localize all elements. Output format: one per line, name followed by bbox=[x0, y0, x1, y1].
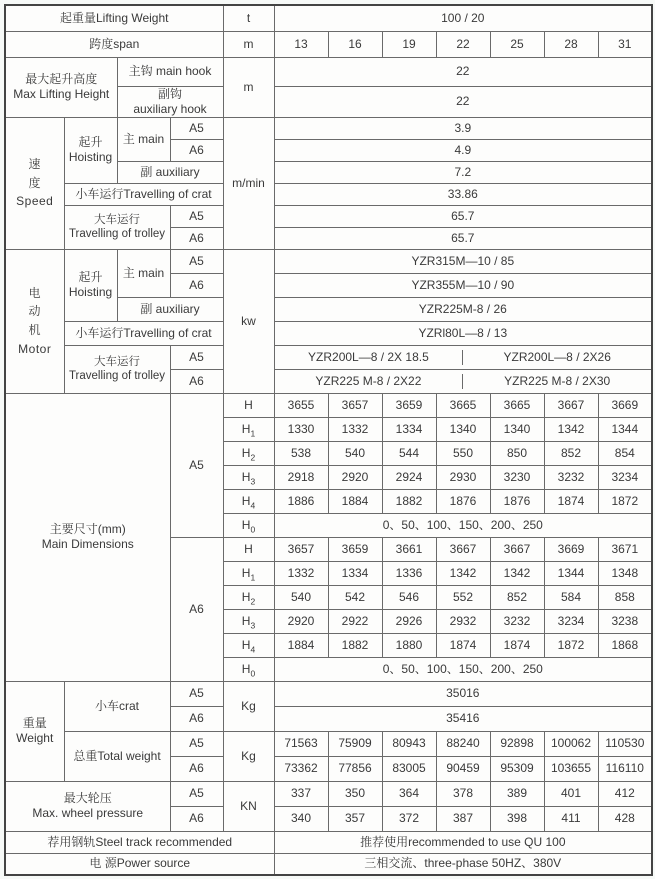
motor-hoisting-zh: 起升 bbox=[78, 270, 103, 284]
motor-group-zh1: 电 bbox=[28, 285, 41, 300]
dim-name-sub: 0 bbox=[250, 523, 256, 534]
weight-total-value: 95309 bbox=[490, 756, 544, 781]
dim-value: 3234 bbox=[598, 465, 652, 489]
dim-name-base: H bbox=[241, 565, 251, 580]
motor-crane-zh: 大车运行 bbox=[94, 355, 140, 368]
wheel-value: 398 bbox=[490, 806, 544, 831]
motor-trolley-value: YZRl80L—8 / 13 bbox=[274, 321, 652, 345]
motor-hoisting-en: Hoisting bbox=[68, 285, 113, 299]
wheel-pressure-label bbox=[5, 781, 170, 831]
weight-total-a5-tag: A5 bbox=[170, 731, 223, 756]
dim-value: 3661 bbox=[382, 537, 436, 561]
aux-hook-label-zh: 副钩 bbox=[157, 86, 182, 101]
motor-main-a6-value: YZR355M—10 / 90 bbox=[274, 273, 652, 297]
dim-name bbox=[223, 489, 274, 513]
dim-value: 852 bbox=[490, 585, 544, 609]
span-value: 13 bbox=[274, 31, 328, 57]
dim-value: 3667 bbox=[436, 537, 490, 561]
dimensions-label bbox=[5, 393, 170, 681]
speed-crane-zh: 大车运行 bbox=[94, 213, 140, 226]
dim-value: 3671 bbox=[598, 537, 652, 561]
dim-name bbox=[223, 465, 274, 489]
dim-name-sub: 3 bbox=[250, 619, 256, 630]
weight-total-a6-tag: A6 bbox=[170, 756, 223, 781]
row-motor-crane-a5 bbox=[5, 345, 652, 369]
speed-group-zh2: 度 bbox=[28, 175, 41, 190]
lifting-weight-value: 100 / 20 bbox=[274, 5, 652, 31]
weight-total-value: 75909 bbox=[328, 731, 382, 756]
speed-aux-value: 7.2 bbox=[274, 161, 652, 183]
dim-value: 2932 bbox=[436, 609, 490, 633]
dim-value: 1332 bbox=[328, 417, 382, 441]
dim-value: 1882 bbox=[328, 633, 382, 657]
dim-value: 852 bbox=[544, 441, 598, 465]
wheel-value: 350 bbox=[328, 781, 382, 806]
dim-name bbox=[223, 585, 274, 609]
dim-value: 540 bbox=[328, 441, 382, 465]
aux-hook-label-en: auxiliary hook bbox=[133, 101, 207, 116]
weight-total-unit: Kg bbox=[223, 731, 274, 781]
dim-name-sub: 2 bbox=[250, 595, 256, 606]
dim-value: 2918 bbox=[274, 465, 328, 489]
motor-hoisting-label bbox=[64, 249, 117, 321]
motor-group-en: Motor bbox=[18, 341, 52, 356]
dim-value: 546 bbox=[382, 585, 436, 609]
speed-crane-label bbox=[64, 205, 170, 249]
motor-crane-en: Travelling of trolley bbox=[68, 370, 166, 382]
wheel-value: 412 bbox=[598, 781, 652, 806]
row-power-source bbox=[5, 853, 652, 875]
dim-value: 3232 bbox=[490, 609, 544, 633]
row-speed-trolley bbox=[5, 183, 652, 205]
row-speed-crane-a5 bbox=[5, 205, 652, 227]
motor-main-a5-value: YZR315M—10 / 85 bbox=[274, 249, 652, 273]
weight-trolley-a6-tag: A6 bbox=[170, 706, 223, 731]
dim-value: 1880 bbox=[382, 633, 436, 657]
row-steel-track bbox=[5, 831, 652, 853]
dim-value: 1876 bbox=[436, 489, 490, 513]
dim-value: 2920 bbox=[274, 609, 328, 633]
speed-crane-en: Travelling of trolley bbox=[68, 228, 166, 240]
dim-value: 1872 bbox=[544, 633, 598, 657]
max-height-label-zh: 最大起升高度 bbox=[25, 72, 98, 86]
wheel-value: 340 bbox=[274, 806, 328, 831]
max-height-unit: m bbox=[223, 57, 274, 117]
weight-trolley-label: 小车crat bbox=[64, 681, 170, 731]
dim-name-base: H bbox=[241, 589, 251, 604]
dim-value: 2926 bbox=[382, 609, 436, 633]
speed-trolley-label: 小车运行Travelling of crat bbox=[64, 183, 223, 205]
dim-value: 1334 bbox=[328, 561, 382, 585]
wheel-value: 372 bbox=[382, 806, 436, 831]
dim-name bbox=[223, 561, 274, 585]
dim-name-sub: 4 bbox=[250, 643, 256, 654]
dim-value: 550 bbox=[436, 441, 490, 465]
weight-total-value: 80943 bbox=[382, 731, 436, 756]
wheel-value: 389 bbox=[490, 781, 544, 806]
dim-span-value: 0、50、100、150、200、250 bbox=[274, 513, 652, 537]
dim-value: 858 bbox=[598, 585, 652, 609]
dim-value: 552 bbox=[436, 585, 490, 609]
motor-trolley-label: 小车运行Travelling of crat bbox=[64, 321, 223, 345]
dim-value: 1330 bbox=[274, 417, 328, 441]
dim-value: 3230 bbox=[490, 465, 544, 489]
dim-value: 3669 bbox=[544, 537, 598, 561]
wheel-value: 357 bbox=[328, 806, 382, 831]
motor-aux-label: 副 auxiliary bbox=[117, 297, 223, 321]
dims-a5-tag: A5 bbox=[170, 393, 223, 537]
span-value: 22 bbox=[436, 31, 490, 57]
speed-main-a6-tag: A6 bbox=[170, 139, 223, 161]
span-value: 16 bbox=[328, 31, 382, 57]
dim-name-sub: 2 bbox=[250, 451, 256, 462]
aux-hook-value: 22 bbox=[274, 86, 652, 117]
weight-total-value: 71563 bbox=[274, 731, 328, 756]
motor-aux-value: YZR225M-8 / 26 bbox=[274, 297, 652, 321]
dim-name bbox=[223, 513, 274, 537]
power-source-label: 电 源Power source bbox=[5, 853, 274, 875]
motor-unit: kw bbox=[223, 249, 274, 393]
dim-value: 1874 bbox=[544, 489, 598, 513]
speed-main-a5-value: 3.9 bbox=[274, 117, 652, 139]
dim-value: 1342 bbox=[544, 417, 598, 441]
dim-value: 3659 bbox=[328, 537, 382, 561]
dim-span-value: 0、50、100、150、200、250 bbox=[274, 657, 652, 681]
dim-name bbox=[223, 417, 274, 441]
weight-total-value: 77856 bbox=[328, 756, 382, 781]
dim-value: 3657 bbox=[328, 393, 382, 417]
wheel-pressure-label-en: Max. wheel pressure bbox=[32, 806, 144, 820]
main-hook-label: 主钩 main hook bbox=[117, 57, 223, 86]
dims-a6-tag: A6 bbox=[170, 537, 223, 681]
dim-name-base: H bbox=[241, 469, 251, 484]
motor-crane-a5-left: YZR200L—8 / 2X 18.5 bbox=[308, 349, 429, 364]
dim-value: 3669 bbox=[598, 393, 652, 417]
speed-crane-a5-value: 65.7 bbox=[274, 205, 652, 227]
motor-crane-a6-tag: A6 bbox=[170, 369, 223, 393]
motor-main-a6-tag: A6 bbox=[170, 273, 223, 297]
dim-name bbox=[223, 657, 274, 681]
dim-value: 1872 bbox=[598, 489, 652, 513]
dim-value: 1336 bbox=[382, 561, 436, 585]
dim-value: 1334 bbox=[382, 417, 436, 441]
motor-crane-a6-right: YZR225 M-8 / 2X30 bbox=[462, 374, 651, 389]
dim-value: 1868 bbox=[598, 633, 652, 657]
dim-value: 3667 bbox=[544, 393, 598, 417]
max-height-label bbox=[5, 57, 117, 117]
weight-total-value: 88240 bbox=[436, 731, 490, 756]
weight-group-en: Weight bbox=[16, 731, 54, 745]
main-hook-value: 22 bbox=[274, 57, 652, 86]
motor-crane-label bbox=[64, 345, 170, 393]
motor-crane-a5-values bbox=[274, 345, 652, 369]
dim-name-base: H bbox=[241, 661, 251, 676]
dim-name-base: H bbox=[241, 637, 251, 652]
dim-value: 2920 bbox=[328, 465, 382, 489]
dim-value: 3655 bbox=[274, 393, 328, 417]
dim-name-sub: 0 bbox=[250, 667, 256, 678]
speed-hoisting-label bbox=[64, 117, 117, 183]
wheel-value: 364 bbox=[382, 781, 436, 806]
row-wheel-a5 bbox=[5, 781, 652, 806]
span-value: 28 bbox=[544, 31, 598, 57]
dim-value: 3238 bbox=[598, 609, 652, 633]
dim-name bbox=[223, 537, 274, 561]
speed-main-label: 主 main bbox=[117, 117, 170, 161]
dimensions-label-en: Main Dimensions bbox=[41, 537, 134, 551]
weight-total-value: 83005 bbox=[382, 756, 436, 781]
dim-value: 3665 bbox=[490, 393, 544, 417]
dim-value: 542 bbox=[328, 585, 382, 609]
dim-value: 1340 bbox=[490, 417, 544, 441]
row-motor-main-a5 bbox=[5, 249, 652, 273]
speed-hoisting-zh: 起升 bbox=[78, 135, 103, 149]
weight-trolley-a5-value: 35016 bbox=[274, 681, 652, 706]
weight-total-value: 92898 bbox=[490, 731, 544, 756]
aux-hook-label bbox=[117, 86, 223, 117]
wheel-pressure-label-zh: 最大轮压 bbox=[63, 791, 112, 805]
dim-name-base: H bbox=[244, 541, 253, 556]
speed-hoisting-en: Hoisting bbox=[68, 150, 113, 164]
speed-trolley-value: 33.86 bbox=[274, 183, 652, 205]
dim-name-sub: 4 bbox=[250, 499, 256, 510]
dim-value: 1882 bbox=[382, 489, 436, 513]
wheel-a6-tag: A6 bbox=[170, 806, 223, 831]
dim-value: 1344 bbox=[598, 417, 652, 441]
crane-spec-table bbox=[4, 4, 653, 876]
dim-value: 584 bbox=[544, 585, 598, 609]
dim-name-base: H bbox=[241, 517, 251, 532]
dim-name bbox=[223, 393, 274, 417]
dim-value: 1874 bbox=[436, 633, 490, 657]
dim-value: 540 bbox=[274, 585, 328, 609]
motor-crane-a5-tag: A5 bbox=[170, 345, 223, 369]
dim-value: 1886 bbox=[274, 489, 328, 513]
dim-name-sub: 1 bbox=[250, 571, 256, 582]
weight-total-label: 总重Total weight bbox=[64, 731, 170, 781]
span-unit: m bbox=[223, 31, 274, 57]
speed-main-a5-tag: A5 bbox=[170, 117, 223, 139]
wheel-value: 411 bbox=[544, 806, 598, 831]
speed-unit: m/min bbox=[223, 117, 274, 249]
dim-value: 1876 bbox=[490, 489, 544, 513]
wheel-value: 428 bbox=[598, 806, 652, 831]
weight-trolley-a5-tag: A5 bbox=[170, 681, 223, 706]
speed-aux-label: 副 auxiliary bbox=[117, 161, 223, 183]
row-speed-main-a5 bbox=[5, 117, 652, 139]
span-value: 31 bbox=[598, 31, 652, 57]
dim-value: 544 bbox=[382, 441, 436, 465]
weight-group-label bbox=[5, 681, 64, 781]
dim-value: 1332 bbox=[274, 561, 328, 585]
motor-crane-a5-right: YZR200L—8 / 2X26 bbox=[462, 350, 651, 365]
dim-value: 1884 bbox=[274, 633, 328, 657]
wheel-value: 387 bbox=[436, 806, 490, 831]
dim-name-sub: 1 bbox=[250, 427, 256, 438]
weight-total-value: 100062 bbox=[544, 731, 598, 756]
wheel-value: 378 bbox=[436, 781, 490, 806]
weight-total-value: 73362 bbox=[274, 756, 328, 781]
speed-crane-a5-tag: A5 bbox=[170, 205, 223, 227]
speed-main-a6-value: 4.9 bbox=[274, 139, 652, 161]
dim-value: 1342 bbox=[436, 561, 490, 585]
dim-value: 538 bbox=[274, 441, 328, 465]
dim-value: 1348 bbox=[598, 561, 652, 585]
dim-name-sub: 3 bbox=[250, 475, 256, 486]
row-motor-trolley bbox=[5, 321, 652, 345]
motor-group-label bbox=[5, 249, 64, 393]
dim-value: 1340 bbox=[436, 417, 490, 441]
dim-value: 3657 bbox=[274, 537, 328, 561]
weight-trolley-a6-value: 35416 bbox=[274, 706, 652, 731]
motor-group-zh3: 机 bbox=[28, 323, 41, 337]
lifting-weight-label: 起重量Lifting Weight bbox=[5, 5, 223, 31]
weight-total-value: 110530 bbox=[598, 731, 652, 756]
wheel-value: 401 bbox=[544, 781, 598, 806]
dim-value: 1874 bbox=[490, 633, 544, 657]
row-dims-a5-h bbox=[5, 393, 652, 417]
speed-crane-a6-value: 65.7 bbox=[274, 227, 652, 249]
dim-value: 3665 bbox=[436, 393, 490, 417]
wheel-unit: KN bbox=[223, 781, 274, 831]
dim-value: 850 bbox=[490, 441, 544, 465]
dim-name-base: H bbox=[241, 445, 251, 460]
dim-name bbox=[223, 609, 274, 633]
dim-value: 3234 bbox=[544, 609, 598, 633]
speed-crane-a6-tag: A6 bbox=[170, 227, 223, 249]
dimensions-label-zh: 主要尺寸(mm) bbox=[49, 522, 126, 536]
wheel-value: 337 bbox=[274, 781, 328, 806]
dim-name bbox=[223, 441, 274, 465]
dim-value: 854 bbox=[598, 441, 652, 465]
motor-crane-a6-values bbox=[274, 369, 652, 393]
dim-name-base: H bbox=[241, 493, 251, 508]
span-label: 跨度span bbox=[5, 31, 223, 57]
weight-total-value: 103655 bbox=[544, 756, 598, 781]
dim-value: 2922 bbox=[328, 609, 382, 633]
dim-name-base: H bbox=[244, 397, 253, 412]
dim-value: 3667 bbox=[490, 537, 544, 561]
dim-value: 1344 bbox=[544, 561, 598, 585]
speed-group-label bbox=[5, 117, 64, 249]
row-weight-trolley-a5 bbox=[5, 681, 652, 706]
power-source-value: 三相交流、three-phase 50HZ、380V bbox=[274, 853, 652, 875]
dim-value: 1884 bbox=[328, 489, 382, 513]
steel-track-value: 推荐使用recommended to use QU 100 bbox=[274, 831, 652, 853]
row-main-hook bbox=[5, 57, 652, 86]
speed-group-en: Speed bbox=[16, 194, 54, 209]
weight-group-zh: 重量 bbox=[22, 716, 47, 730]
span-value: 25 bbox=[490, 31, 544, 57]
dim-value: 2930 bbox=[436, 465, 490, 489]
weight-total-value: 90459 bbox=[436, 756, 490, 781]
dim-value: 3659 bbox=[382, 393, 436, 417]
wheel-a5-tag: A5 bbox=[170, 781, 223, 806]
motor-main-a5-tag: A5 bbox=[170, 249, 223, 273]
weight-total-value: 116110 bbox=[598, 756, 652, 781]
dim-value: 3232 bbox=[544, 465, 598, 489]
row-weight-total-a5 bbox=[5, 731, 652, 756]
row-lifting-weight bbox=[5, 5, 652, 31]
motor-group-zh2: 动 bbox=[28, 304, 41, 319]
max-height-label-en: Max Lifting Height bbox=[13, 87, 110, 101]
dim-value: 2924 bbox=[382, 465, 436, 489]
span-value: 19 bbox=[382, 31, 436, 57]
motor-crane-a6-left: YZR225 M-8 / 2X22 bbox=[315, 373, 422, 388]
dim-name-base: H bbox=[241, 421, 251, 436]
speed-group-zh1: 速 bbox=[28, 157, 41, 172]
steel-track-label: 荐用钢轨Steel track recommended bbox=[5, 831, 274, 853]
row-span bbox=[5, 31, 652, 57]
motor-main-label: 主 main bbox=[117, 249, 170, 297]
weight-trolley-unit: Kg bbox=[223, 681, 274, 731]
dim-name-base: H bbox=[241, 613, 251, 628]
lifting-weight-unit: t bbox=[223, 5, 274, 31]
dim-name bbox=[223, 633, 274, 657]
dim-value: 1342 bbox=[490, 561, 544, 585]
